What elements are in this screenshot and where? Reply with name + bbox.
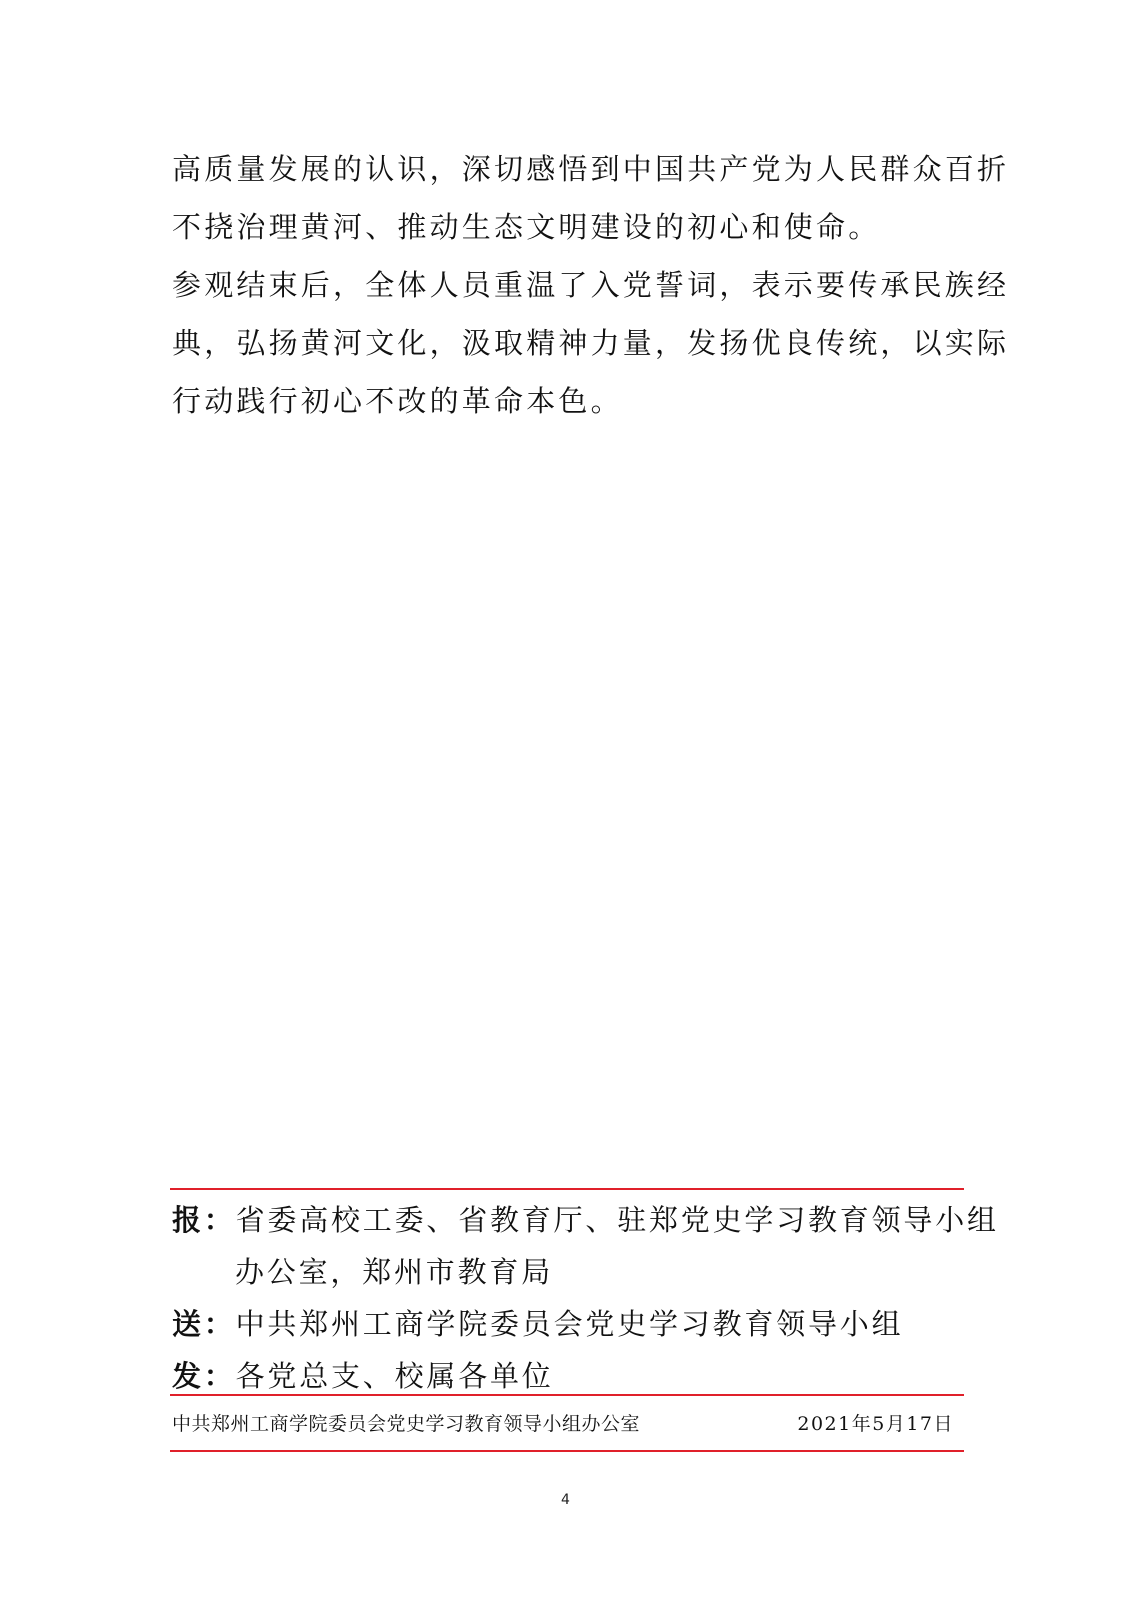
red-rule-top [170,1188,964,1190]
body-line: 行动践行初心不改的革命本色。 [172,384,623,418]
report-to-line-continued [235,1250,1025,1294]
body-line: 参观结束后，全体人员重温了入党誓词，表示要传承民族经 [172,268,1010,302]
report-to-line [172,1198,999,1242]
body-line: 不挠治理黄河、推动生态文明建设的初心和使命。 [172,210,881,244]
body-text [172,140,1010,430]
distribute-to-text: 各党总支、校属各单位 [235,1359,554,1393]
issuing-footer [172,1406,962,1442]
issue-date: 2021年5月17日 [797,1413,954,1435]
send-to-label: 送： [172,1307,236,1341]
body-line: 高质量发展的认识，深切感悟到中国共产党为人民群众百折 [172,152,1010,186]
body-line: 典，弘扬黄河文化，汲取精神力量，发扬优良传统，以实际 [172,326,1010,360]
page-number: 4 [561,1492,570,1508]
send-to-line [172,1302,962,1346]
report-to-label: 报： [172,1203,236,1237]
report-to-text: 省委高校工委、省教育厅、驻郑党史学习教育领导小组 [235,1203,999,1237]
red-rule-middle [170,1394,964,1396]
issuing-office: 中共郑州工商学院委员会党史学习教育领导小组办公室 [172,1413,641,1435]
distribute-to-label: 发： [172,1359,236,1393]
report-to-text-continued: 办公室，郑州市教育局 [235,1255,554,1289]
send-to-text: 中共郑州工商学院委员会党史学习教育领导小组 [235,1307,904,1341]
red-rule-bottom [170,1450,964,1452]
distribute-to-line [172,1354,962,1398]
